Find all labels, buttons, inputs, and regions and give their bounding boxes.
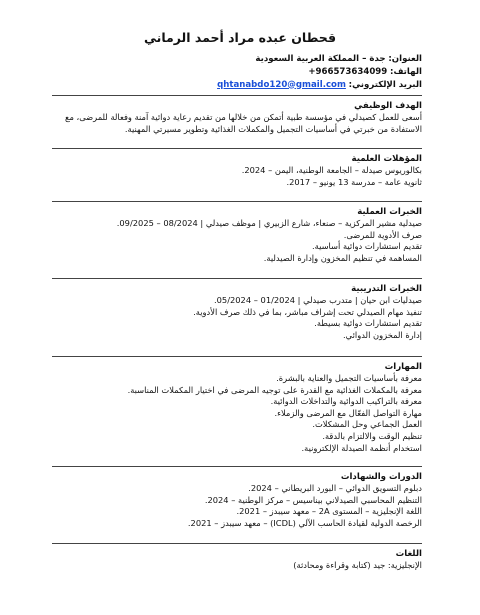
section-line: تنفيذ مهام الصيدلي تحت إشراف مباشر، بما في ذلك صرف الأدوية. [193, 306, 422, 317]
phone-label: الهاتف: [390, 66, 422, 77]
section-education [52, 148, 422, 188]
section-line: تقديم استشارات دوائية بسيطة. [314, 318, 422, 329]
section-training [52, 278, 422, 341]
phone-row [52, 66, 422, 79]
section-line: مهارة التواصل الفعّال مع المرضى والزملاء. [274, 407, 422, 418]
section-divider [52, 148, 422, 149]
section-line: ثانوية عامة – مدرسة 13 يونيو – 2017. [286, 176, 422, 187]
section-line: تنظيم الوقت والالتزام بالدقة. [322, 430, 422, 441]
address-label: العنوان: [388, 54, 422, 64]
section-line: أسعى للعمل كصيدلي في مؤسسة طبية أتمكن من خلالها من تقديم رعاية دوائية آمنة وفعالة للمرضى، مع [65, 112, 422, 122]
address-row [52, 53, 422, 66]
section-title: المؤهلات العلمية [351, 154, 422, 164]
section-line: تقديم استشارات دوائية أساسية. [311, 241, 422, 252]
section-languages [52, 543, 422, 572]
email-row [52, 79, 422, 92]
email-link[interactable]: qhtanabdo120@gmail.com [217, 79, 346, 90]
section-line: معرفة بأساسيات التجميل والعناية بالبشرة. [276, 373, 422, 383]
section-line: المساهمة في تنظيم المخزون وإدارة الصيدلية. [263, 252, 422, 263]
section-title: الخبرات التدريبية [351, 284, 422, 294]
section-line: بكالوريوس صيدلة – الجامعة الوطنية، اليمن – 2024. [241, 165, 422, 175]
section-line: إدارة المخزون الدوائي. [343, 329, 422, 340]
phone-value: +966573634099 [308, 66, 388, 77]
section-line: دبلوم التسويق الدوائي – البورد البريطاني – 2024. [248, 483, 422, 493]
section-line: الإنجليزية: جيد (كتابة وقراءة ومحادثة) [293, 560, 422, 570]
section-divider [52, 95, 422, 96]
section-title: الخبرات العملية [357, 207, 422, 217]
section-title: الدورات والشهادات [340, 472, 422, 482]
section-objective [52, 95, 422, 135]
section-title: المهارات [384, 362, 422, 372]
section-line: العمل الجماعي وحل المشكلات. [312, 419, 422, 430]
section-line: صيدلية مشير المركزية – صنعاء، شارع الزبيري | موظف صيدلي | 08/2024 – 09/2025. [116, 218, 422, 228]
section-divider [52, 201, 422, 202]
section-title: اللغات [395, 549, 422, 559]
section-divider [52, 543, 422, 544]
address-value: جدة – المملكة العربية السعودية [255, 54, 386, 64]
section-courses [52, 466, 422, 529]
section-skills [52, 356, 422, 454]
contact-block [52, 53, 422, 91]
section-line: صرف الأدوية للمرضى. [343, 229, 422, 240]
section-work-experience [52, 201, 422, 264]
section-divider [52, 466, 422, 467]
section-line: الاستفادة من خبرتي في أساسيات التجميل والمكملات الغذائية وتطوير مسيرتي المهنية. [124, 123, 422, 134]
section-title: الهدف الوظيفي [354, 101, 422, 111]
section-divider [52, 356, 422, 357]
section-line: الرخصة الدولية لقيادة الحاسب الآلي (ICDL) – معهد سيبدز – 2021. [187, 517, 422, 528]
section-line: التنظيم المحاسبي الصيدلاني بيناسيس – مركز الوطنية – 2024. [204, 494, 422, 505]
section-line: اللغة الإنجليزية – المستوى 2A – معهد سيبدز – 2021. [236, 506, 422, 517]
candidate-name: قحطان عبده مراد أحمد الرماني [143, 30, 337, 45]
section-line: معرفة بالمكملات الغذائية مع القدرة على توجيه المرضى في اختيار المكملات المناسبة. [127, 384, 422, 395]
section-line: صيدليات ابن حيان | متدرب صيدلي | 01/2024 – 05/2024. [214, 295, 422, 305]
section-divider [52, 278, 422, 279]
section-line: معرفة بالتراكيب الدوائية والتداخلات الدوائية. [270, 396, 422, 407]
email-label: البريد الإلكتروني: [348, 79, 422, 90]
section-line: استخدام أنظمة الصيدلة الإلكترونية. [301, 442, 422, 453]
